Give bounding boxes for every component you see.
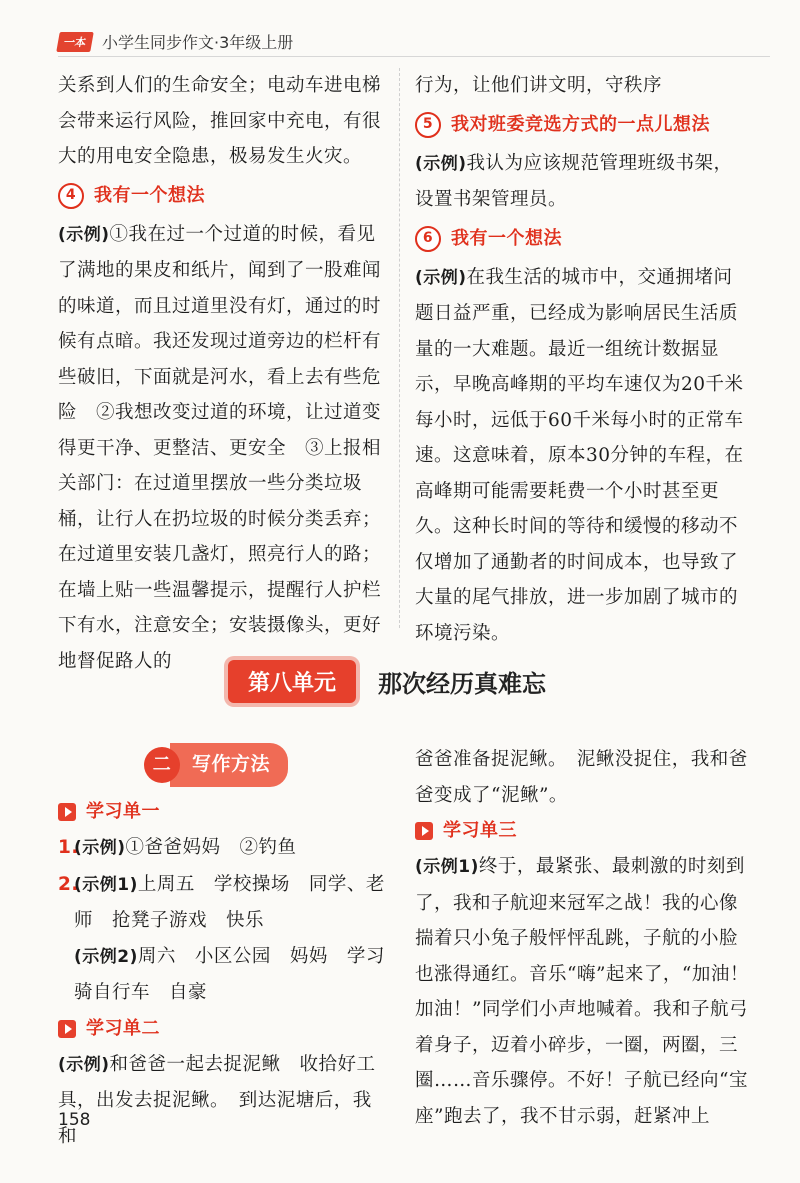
continued-text: 关系到人们的生命安全；电动车进电梯会带来运行风险，推回家中充电，有很大的用电安全隐患，极易发生火灾。 bbox=[58, 75, 382, 167]
example-label: (示例) bbox=[58, 224, 110, 245]
example-label: (示例2) bbox=[74, 946, 138, 967]
example-text: ①我在过一个过道的时候，看见了满地的果皮和纸片，闻到了一股难闻的味道，而且过道里没有灯，通过的时候有点暗。我还发现过道旁边的栏杆有些破旧，下面就是河水，看上去有些危险 ②我想改变过道的环境，让过道变得更干净、更整洁、更安全 ③上报相关部门：在过道里摆放一些分类垃圾桶，让行人在扔垃圾的时候分类丢弃；在过道里安装几盏灯，照亮行人的路；在墙上贴一些温馨提示，提醒行人护栏下有水，注意安全；安装摄像头，更好地督促路人的 bbox=[58, 223, 382, 672]
example-label: (示例) bbox=[58, 1054, 110, 1075]
section-5-body bbox=[415, 146, 750, 218]
study-sheet-1-heading bbox=[58, 794, 388, 830]
example-text: ①爸爸妈妈 ②钓鱼 bbox=[125, 837, 297, 858]
play-arrow-icon bbox=[415, 822, 433, 840]
study-sheet-3-heading bbox=[415, 813, 750, 849]
example-label: (示例) bbox=[74, 838, 126, 858]
example-text: 终于，最紧张、最刺激的时刻到了，我和子航迎来冠军之战！我的心像揣着只小兔子般怦怦乱跳，子航的小脸也涨得通红。音乐“嗨”起来了，“加油！加油！”同学们小声地喊着。我和子航弓着身子，迈着小碎步，一圈，两圈，三圈……音乐骤停。不好！子航已经向“宝座”跑去了，我不甘示弱，赶紧冲上 bbox=[415, 856, 749, 1127]
section-4-body bbox=[58, 217, 388, 680]
list-item bbox=[58, 830, 388, 867]
example-label: (示例1) bbox=[74, 874, 138, 895]
header-divider bbox=[58, 56, 770, 57]
section-4-heading bbox=[58, 177, 388, 215]
page-header bbox=[58, 30, 293, 53]
play-arrow-icon bbox=[58, 1020, 76, 1038]
example-text: 周六 小区公园 妈妈 学习骑自行车 自豪 bbox=[74, 945, 385, 1003]
section-6-body bbox=[415, 260, 750, 652]
unit-title: 那次经历真难忘 bbox=[378, 670, 547, 698]
continued-text: 行为，让他们讲文明，守秩序 bbox=[415, 75, 663, 96]
list-item bbox=[58, 867, 388, 939]
writing-method-heading bbox=[144, 742, 388, 788]
section-5-heading bbox=[415, 106, 750, 144]
section-title: 我有一个想法 bbox=[451, 227, 562, 249]
book-title: 小学生同步作文·3年级上册 bbox=[102, 33, 294, 52]
section-number: 5 bbox=[415, 112, 441, 138]
example-text: 我认为应该规范管理班级书架，设置书架管理员。 bbox=[415, 152, 733, 210]
top-left-column bbox=[58, 68, 388, 679]
list-item-continued bbox=[58, 939, 388, 1011]
example-label: (示例1) bbox=[415, 857, 479, 877]
top-right-column bbox=[415, 68, 750, 651]
unit-badge: 第八单元 bbox=[228, 660, 356, 703]
bottom-right-column bbox=[415, 742, 750, 1134]
example-label: (示例) bbox=[415, 267, 467, 288]
study-sheet-title: 学习单二 bbox=[86, 1017, 160, 1039]
section-6-heading bbox=[415, 220, 750, 258]
example-text: 上周五 学校操场 同学、老师 抢凳子游戏 快乐 bbox=[74, 873, 385, 931]
study-sheet-3-body bbox=[415, 849, 750, 1134]
study-sheet-2-body bbox=[58, 1047, 388, 1155]
method-number: 二 bbox=[144, 747, 180, 783]
example-text: 在我生活的城市中，交通拥堵问题日益严重，已经成为影响居民生活质量的一大难题。最近一组统计数据显示，早晚高峰期的平均车速仅为20千米每小时，远低于60千米每小时的正常车速。这意味着，原本30分钟的车程，在高峰期可能需要耗费一个小时甚至更久。这种长时间的等待和缓慢的移动不仅增加了通勤者的时间成本，也导致了大量的尾气排放，进一步加剧了城市的环境污染。 bbox=[415, 266, 744, 644]
section-number: 6 bbox=[415, 226, 441, 252]
example-text: 和爸爸一起去捉泥鳅 收拾好工具，出发去捉泥鳅。 到达泥塘后，我和 bbox=[58, 1053, 376, 1147]
method-label: 写作方法 bbox=[170, 743, 288, 787]
study-sheet-title: 学习单三 bbox=[443, 820, 517, 842]
study-sheet-2-heading bbox=[58, 1011, 388, 1047]
section-number: 4 bbox=[58, 183, 84, 209]
section-title: 我有一个想法 bbox=[94, 184, 205, 206]
page-number: 158 bbox=[58, 1110, 91, 1130]
column-divider bbox=[399, 68, 400, 628]
bottom-left-column bbox=[58, 742, 388, 1154]
study-sheet-title: 学习单一 bbox=[86, 801, 160, 823]
play-arrow-icon bbox=[58, 803, 76, 821]
example-label: (示例) bbox=[415, 153, 467, 174]
continued-text: 爸爸准备捉泥鳅。 泥鳅没捉住，我和爸爸变成了“泥鳅”。 bbox=[415, 749, 748, 806]
item-number: 2. bbox=[58, 873, 79, 895]
item-number: 1. bbox=[58, 837, 79, 858]
unit-banner bbox=[228, 660, 546, 703]
section-title: 我对班委竞选方式的一点儿想法 bbox=[451, 113, 710, 135]
book-logo: 一本 bbox=[56, 32, 94, 52]
